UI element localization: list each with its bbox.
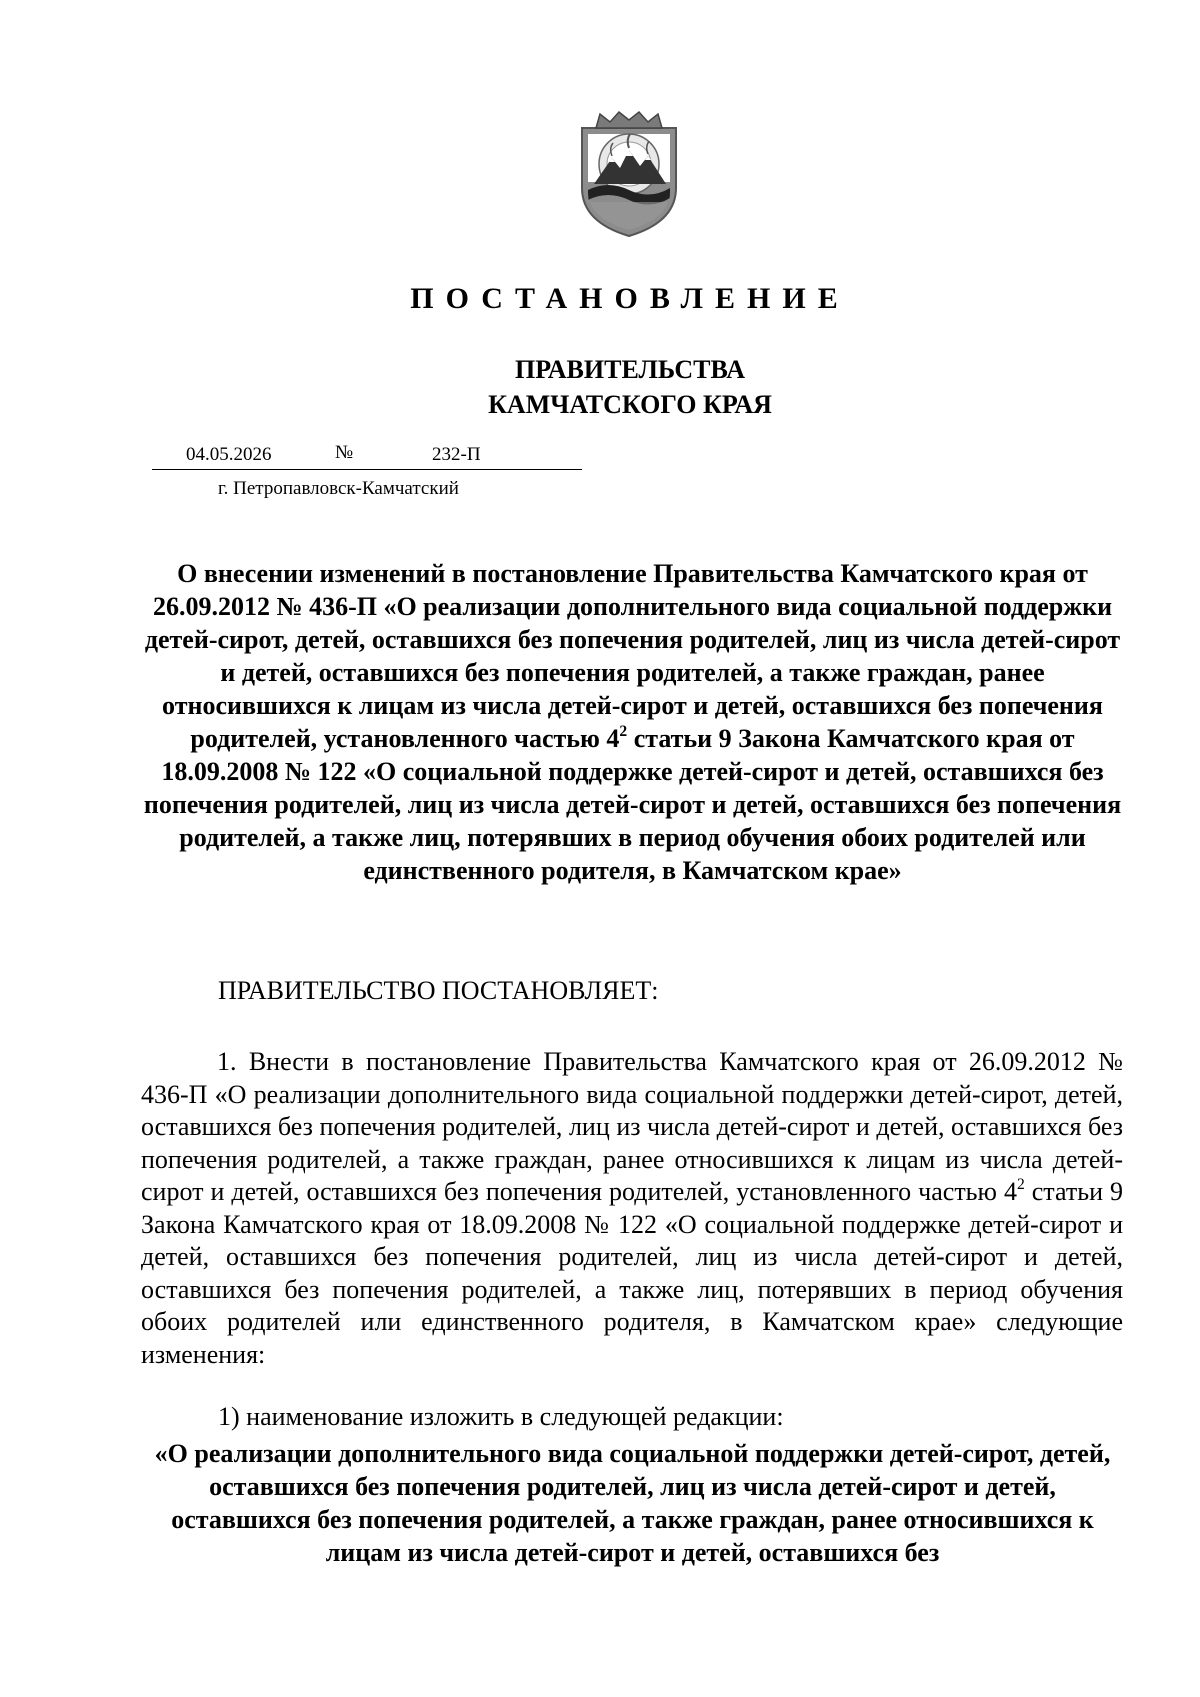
registration-line xyxy=(152,442,582,472)
paragraph-1-part-1: 1. Внести в постановление Правительства Камчатского края от 26.09.2012 № 436-П «О реализации дополнительного вида социальной поддержки детей-сирот, детей, оставшихся без попечения родителей, лиц из числа детей-сирот и детей, оставшихся без попечения родителей, а также граждан, ранее относившихся к лицам из числа детей-сирот и детей, оставшихся без попечения родителей, установленного частью 4 xyxy=(141,1047,1123,1206)
paragraph-1 xyxy=(141,1046,1123,1371)
city-label: г. Петропавловск-Камчатский xyxy=(218,478,459,499)
document-type-heading: ПОСТАНОВЛЕНИЕ xyxy=(410,282,850,315)
issuer-heading xyxy=(0,352,1200,422)
resolves-heading: ПРАВИТЕЛЬСТВО ПОСТАНОВЛЯЕТ: xyxy=(218,976,659,1005)
number-sign: № xyxy=(335,442,354,463)
issuer-line-1: ПРАВИТЕЛЬСТВА xyxy=(515,355,745,384)
coat-of-arms-icon xyxy=(574,110,684,238)
document-number: 232-П xyxy=(432,444,481,465)
title-part-1: О внесении изменений в постановление Правительства Камчатского края от 26.09.2012 № 436-П «О реализации дополнительного вида социальной поддержки детей-сирот, детей, оставшихся без попечения родителей, лиц из числа детей-сирот и детей, оставшихся без попечения родителей, а также граждан, ранее относившихся к лицам из числа детей-сирот и детей, оставшихся без попечения родителей, установленного частью 4 xyxy=(144,559,1121,753)
subparagraph-1: 1) наименование изложить в следующей редакции: xyxy=(218,1402,784,1431)
paragraph-1-superscript: 2 xyxy=(1016,1175,1025,1193)
title-superscript: 2 xyxy=(619,722,628,740)
registration-underline xyxy=(152,469,582,470)
issuer-line-2: КАМЧАТСКОГО КРАЯ xyxy=(488,390,772,419)
title-part-2: статьи 9 Закона Камчатского края от 18.09.2008 № 122 «О социальной поддержке детей-сирот и детей, оставшихся без попечения родителей, лиц из числа детей-сирот и детей, оставшихся без попечения родителей, а также лиц, потерявших в период обучения обоих родителей или единственного родителя, в Камчатском крае» xyxy=(143,724,1122,885)
quoted-new-title: «О реализации дополнительного вида социальной поддержки детей-сирот, детей, оставшихся без попечения родителей, лиц из числа детей-сирот и детей, оставшихся без попечения родителей, а также граждан, ранее относившихся к лицам из числа детей-сирот и детей, оставшихся без xyxy=(154,1439,1111,1567)
document-date: 04.05.2026 xyxy=(186,444,272,465)
paragraph-1-part-2: статьи 9 Закона Камчатского края от 18.09.2008 № 122 «О социальной поддержке детей-сирот и детей, оставшихся без попечения родителей, лиц из числа детей-сирот и детей, оставшихся без попечения родителей, а также лиц, потерявших в период обучения обоих родителей или единственного родителя, в Камчатском крае» следующие изменения: xyxy=(141,1177,1123,1369)
document-title xyxy=(140,557,1125,887)
